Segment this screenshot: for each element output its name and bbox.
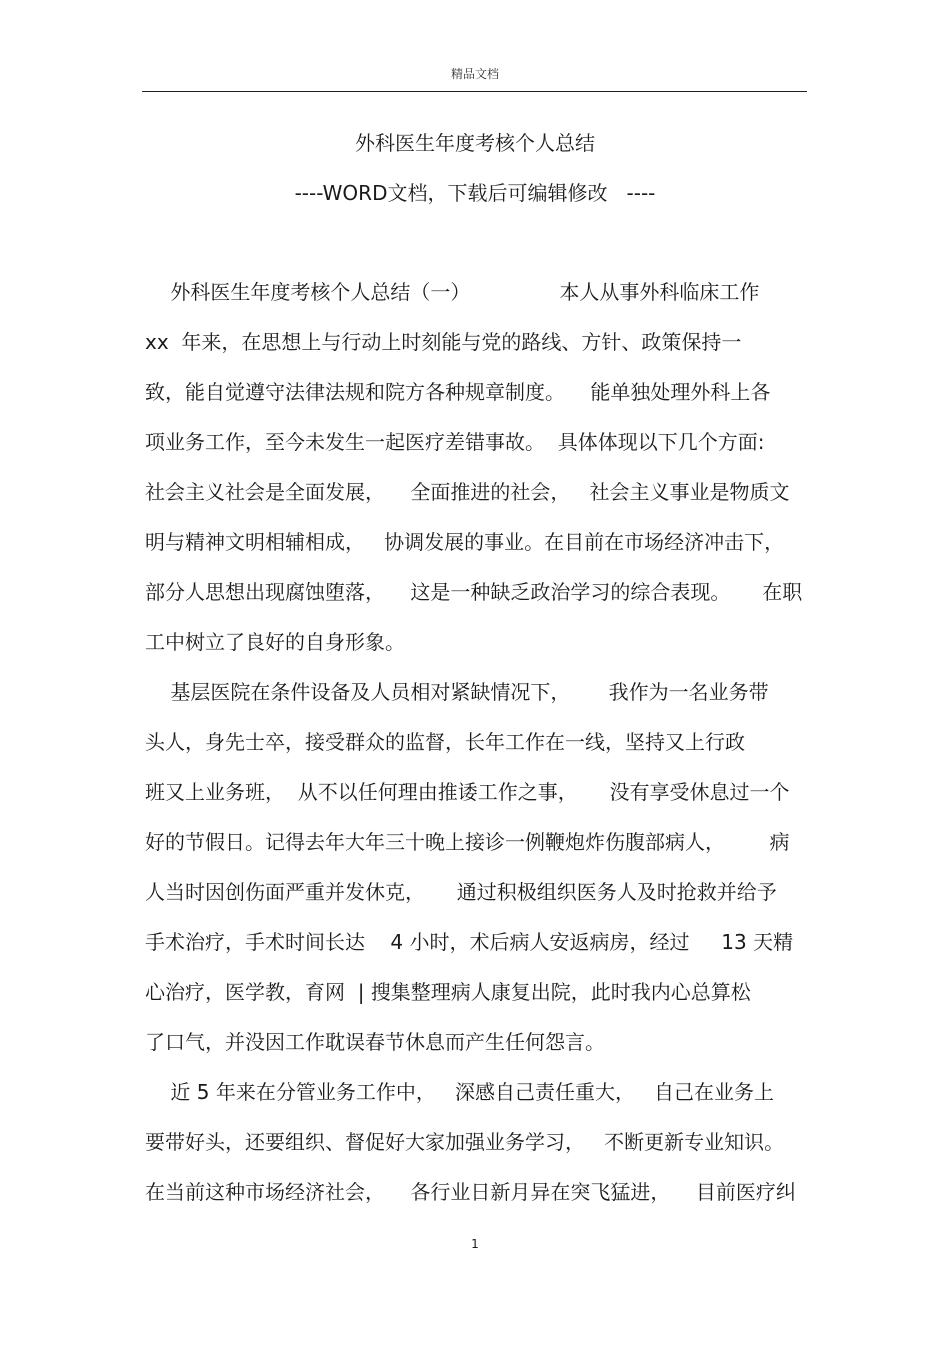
page-number: 1 [471,1237,479,1251]
body-line: 近 5 年来在分管业务工作中， 深感自己责任重大， 自己在业务上 [145,1080,775,1104]
body-line: 手术治疗，手术时间长达 4 小时，术后病人安返病房，经过 13 天精 [145,930,794,954]
body-line: 班又上业务班， 从不以任何理由推诿工作之事， 没有享受休息过一个 [145,780,790,804]
document-subtitle: ----WORD文档，下载后可编辑修改 ---- [294,181,656,205]
document-title: 外科医生年度考核个人总结 [355,131,595,155]
body-line: 部分人思想出现腐蚀堕落， 这是一种缺乏政治学习的综合表现。 在职 [145,580,803,604]
header-divider [142,91,807,92]
body-line: 项业务工作，至今未发生一起医疗差错事故。 具体体现以下几个方面: [145,430,765,454]
body-line: xx 年来，在思想上与行动上时刻能与党的路线、方针、政策保持一 [145,330,742,354]
body-line: 在当前这种市场经济社会， 各行业日新月异在突飞猛进， 目前医疗纠 [145,1180,796,1204]
body-line: 致，能自觉遵守法律法规和院方各种规章制度。 能单独处理外科上各 [145,380,771,404]
body-line: 工中树立了良好的自身形象。 [145,630,405,654]
body-line: 了口气，并没因工作耽误春节休息而产生任何怨言。 [145,1030,605,1054]
body-line: 外科医生年度考核个人总结（一） 本人从事外科临床工作 [145,280,760,304]
body-line: 社会主义社会是全面发展， 全面推进的社会， 社会主义事业是物质文 [145,480,790,504]
body-line: 要带好头，还要组织、督促好大家加强业务学习， 不断更新专业知识。 [145,1130,785,1154]
body-line: 心治疗，医学教，育网 | 搜集整理病人康复出院，此时我内心总算松 [145,980,751,1004]
body-line: 人当时因创伤面严重并发休克， 通过积极组织医务人及时抢救并给予 [145,880,777,904]
body-line: 明与精神文明相辅相成， 协调发展的事业。在目前在市场经济冲击下， [145,530,785,554]
body-line: 头人，身先士卒，接受群众的监督，长年工作在一线，坚持又上行政 [145,730,745,754]
page-header-label: 精品文档 [450,67,499,81]
body-line: 好的节假日。记得去年大年三十晚上接诊一例鞭炮炸伤腹部病人， 病 [145,830,790,854]
body-line: 基层医院在条件设备及人员相对紧缺情况下， 我作为一名业务带 [145,680,769,704]
